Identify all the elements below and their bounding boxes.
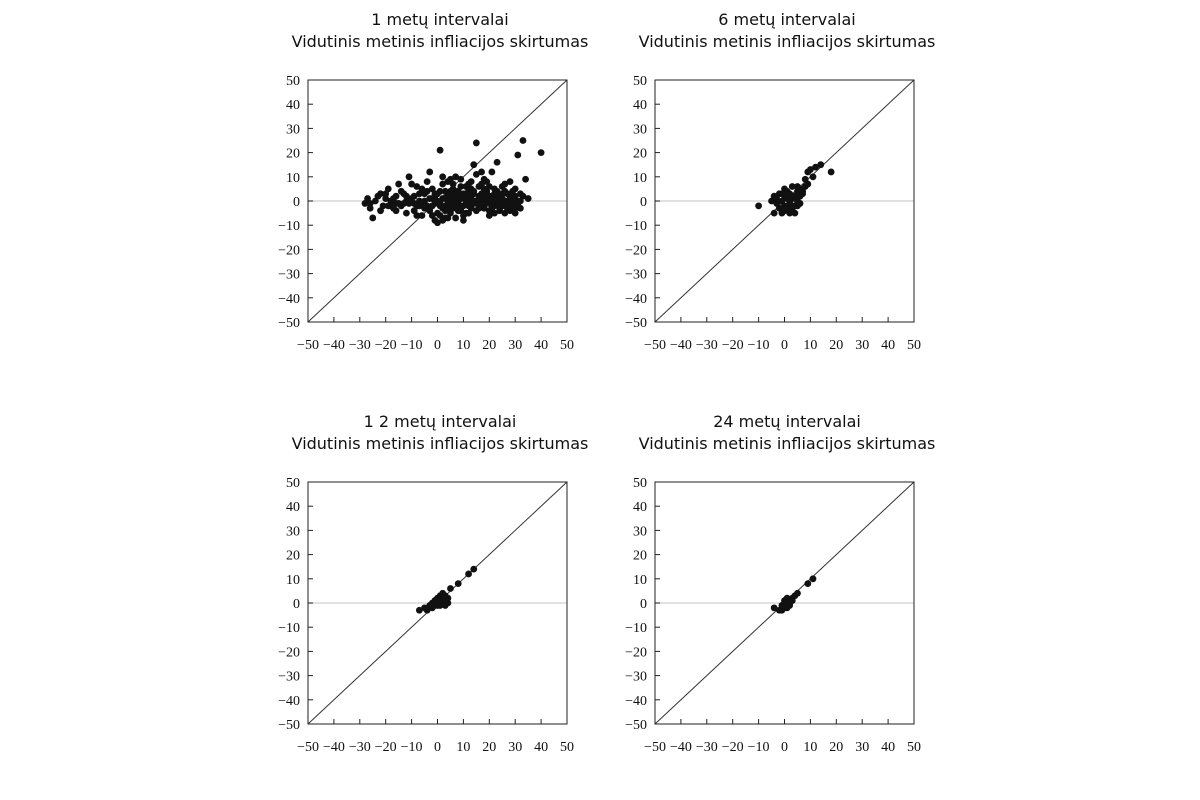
y-tick-label: 50 — [633, 476, 647, 491]
x-tick-label: 30 — [855, 740, 870, 755]
x-tick-label: 10 — [803, 338, 818, 353]
data-point — [434, 190, 441, 197]
data-point — [781, 604, 788, 611]
chart-subtitle: Vidutinis metinis infliacijos skirtumas — [291, 434, 589, 453]
x-tick-label: 30 — [855, 338, 870, 353]
data-point — [460, 217, 467, 224]
data-point — [437, 147, 444, 154]
data-point — [369, 215, 376, 222]
data-point — [406, 173, 413, 180]
data-point — [476, 205, 483, 212]
data-point — [393, 207, 400, 214]
chart-panel-4 — [617, 402, 957, 782]
scatter-plot — [617, 60, 957, 360]
data-point — [465, 210, 472, 217]
data-point — [398, 188, 405, 195]
data-point — [460, 202, 467, 209]
y-tick-label: 40 — [633, 98, 647, 114]
x-tick-label: −30 — [348, 338, 371, 353]
data-point — [786, 210, 793, 217]
x-tick-label: −10 — [747, 338, 770, 353]
chart-subtitle: Vidutinis metinis infliacijos skirtumas — [638, 32, 936, 51]
data-point — [779, 190, 786, 197]
data-point — [810, 575, 817, 582]
data-point — [426, 169, 433, 176]
data-point — [468, 178, 475, 185]
x-tick-label: 50 — [907, 338, 921, 353]
data-point — [794, 202, 801, 209]
data-point — [403, 193, 410, 200]
x-tick-label: 20 — [482, 338, 497, 353]
data-point — [496, 205, 503, 212]
x-tick-label: 10 — [456, 740, 471, 755]
data-point — [434, 219, 441, 226]
x-tick-label: 50 — [907, 740, 921, 755]
x-tick-label: −50 — [297, 740, 319, 755]
x-tick-label: −50 — [644, 338, 666, 353]
data-point — [470, 566, 477, 573]
data-point — [377, 207, 384, 214]
y-tick-label: −40 — [625, 291, 647, 307]
data-point — [501, 181, 508, 188]
y-tick-label: 20 — [633, 548, 647, 564]
data-point — [476, 195, 483, 202]
y-tick-label: −30 — [625, 669, 647, 685]
scatter-plot — [270, 462, 610, 762]
y-tick-label: −50 — [278, 718, 300, 733]
data-point — [817, 161, 824, 168]
y-tick-label: −40 — [278, 693, 300, 709]
y-tick-label: 20 — [286, 146, 300, 162]
data-point — [452, 195, 459, 202]
data-point — [512, 210, 519, 217]
x-tick-label: −40 — [669, 740, 692, 755]
chart-panel-2 — [617, 0, 957, 380]
x-tick-label: −10 — [400, 338, 423, 353]
chart-title: 6 metų intervalai — [718, 10, 856, 29]
data-point — [429, 202, 436, 209]
y-tick-label: 50 — [286, 476, 300, 491]
y-tick-label: 10 — [286, 572, 300, 588]
data-point — [828, 169, 835, 176]
x-tick-label: 30 — [508, 338, 523, 353]
data-point — [771, 210, 778, 217]
x-tick-label: −20 — [721, 338, 744, 353]
y-tick-label: −20 — [278, 645, 300, 661]
y-tick-label: 40 — [633, 500, 647, 516]
data-point — [520, 137, 527, 144]
data-point — [509, 193, 516, 200]
x-tick-label: −20 — [374, 338, 397, 353]
data-point — [522, 176, 529, 183]
data-point — [439, 181, 446, 188]
y-tick-label: 10 — [633, 572, 647, 588]
y-tick-label: 30 — [286, 122, 300, 138]
x-tick-label: 0 — [434, 740, 441, 755]
data-point — [367, 200, 374, 207]
x-tick-label: −20 — [374, 740, 397, 755]
chart-subtitle: Vidutinis metinis infliacijos skirtumas — [291, 32, 589, 51]
data-point — [538, 149, 545, 156]
x-tick-label: 20 — [482, 740, 497, 755]
y-tick-label: 0 — [640, 195, 647, 210]
data-point — [457, 176, 464, 183]
data-point — [755, 202, 762, 209]
y-tick-label: 0 — [640, 597, 647, 612]
x-tick-label: −40 — [322, 338, 345, 353]
scatter-plot — [270, 60, 610, 360]
data-point — [442, 207, 449, 214]
data-point — [514, 152, 521, 159]
y-tick-label: −30 — [625, 267, 647, 283]
y-tick-label: 10 — [286, 170, 300, 186]
data-point — [455, 207, 462, 214]
data-point — [799, 190, 806, 197]
y-tick-label: −30 — [278, 669, 300, 685]
y-tick-label: −20 — [625, 243, 647, 259]
data-point — [442, 595, 449, 602]
data-point — [494, 159, 501, 166]
y-tick-label: 30 — [633, 122, 647, 138]
data-point — [424, 188, 431, 195]
x-tick-label: 20 — [829, 338, 844, 353]
x-tick-label: −30 — [695, 338, 718, 353]
data-point — [437, 202, 444, 209]
chart-panel-3 — [270, 402, 610, 782]
data-point — [450, 186, 457, 193]
x-tick-label: 40 — [881, 338, 896, 353]
data-point — [408, 181, 415, 188]
data-point — [403, 210, 410, 217]
chart-title: 1 2 metų intervalai — [363, 412, 517, 431]
data-point — [442, 195, 449, 202]
data-point — [517, 198, 524, 205]
data-point — [413, 212, 420, 219]
data-point — [424, 178, 431, 185]
x-tick-label: −10 — [747, 740, 770, 755]
data-point — [382, 190, 389, 197]
y-tick-label: 0 — [293, 195, 300, 210]
x-tick-label: −30 — [348, 740, 371, 755]
chart-subtitle: Vidutinis metinis infliacijos skirtumas — [638, 434, 936, 453]
data-point — [452, 215, 459, 222]
data-point — [455, 580, 462, 587]
x-tick-label: −50 — [644, 740, 666, 755]
y-tick-label: −50 — [625, 718, 647, 733]
y-tick-label: 0 — [293, 597, 300, 612]
x-tick-label: −50 — [297, 338, 319, 353]
y-tick-label: 50 — [286, 74, 300, 89]
data-point — [507, 200, 514, 207]
data-point — [444, 215, 451, 222]
data-point — [789, 597, 796, 604]
data-point — [395, 181, 402, 188]
x-tick-label: 50 — [560, 338, 574, 353]
x-tick-label: 40 — [881, 740, 896, 755]
y-tick-label: −30 — [278, 267, 300, 283]
data-point — [393, 200, 400, 207]
y-tick-label: −10 — [625, 219, 647, 235]
y-tick-label: −20 — [625, 645, 647, 661]
x-tick-label: 10 — [803, 740, 818, 755]
x-tick-label: 0 — [781, 740, 788, 755]
x-tick-label: −40 — [322, 740, 345, 755]
scatter-plot — [617, 462, 957, 762]
y-tick-label: −10 — [625, 621, 647, 637]
data-point — [473, 140, 480, 147]
data-point — [794, 590, 801, 597]
y-tick-label: −10 — [278, 621, 300, 637]
y-tick-label: 30 — [633, 524, 647, 540]
data-point — [491, 210, 498, 217]
x-tick-label: −30 — [695, 740, 718, 755]
data-point — [465, 571, 472, 578]
x-tick-label: −40 — [669, 338, 692, 353]
data-point — [488, 169, 495, 176]
data-point — [447, 200, 454, 207]
x-tick-label: 30 — [508, 740, 523, 755]
data-point — [470, 190, 477, 197]
x-tick-label: 0 — [781, 338, 788, 353]
data-point — [501, 188, 508, 195]
data-point — [478, 169, 485, 176]
x-tick-label: 20 — [829, 740, 844, 755]
data-point — [416, 190, 423, 197]
data-point — [439, 173, 446, 180]
x-tick-label: −20 — [721, 740, 744, 755]
y-tick-label: 20 — [286, 548, 300, 564]
data-point — [419, 200, 426, 207]
data-point — [447, 585, 454, 592]
y-tick-label: −10 — [278, 219, 300, 235]
chart-title: 24 metų intervalai — [713, 412, 861, 431]
y-tick-label: −40 — [625, 693, 647, 709]
y-tick-label: −50 — [278, 316, 300, 331]
y-tick-label: 20 — [633, 146, 647, 162]
data-point — [463, 195, 470, 202]
y-tick-label: 10 — [633, 170, 647, 186]
data-point — [496, 193, 503, 200]
y-tick-label: −20 — [278, 243, 300, 259]
y-tick-label: 50 — [633, 74, 647, 89]
chart-title: 1 metų intervalai — [371, 10, 509, 29]
data-point — [429, 212, 436, 219]
y-tick-label: 40 — [286, 500, 300, 516]
data-point — [810, 173, 817, 180]
x-tick-label: 40 — [534, 338, 549, 353]
x-tick-label: −10 — [400, 740, 423, 755]
y-tick-label: 30 — [286, 524, 300, 540]
data-point — [802, 176, 809, 183]
data-point — [385, 202, 392, 209]
data-point — [400, 200, 407, 207]
y-tick-label: −50 — [625, 316, 647, 331]
data-point — [470, 161, 477, 168]
data-point — [481, 186, 488, 193]
chart-panel-1 — [270, 0, 610, 380]
x-tick-label: 50 — [560, 740, 574, 755]
x-tick-label: 0 — [434, 338, 441, 353]
y-tick-label: −40 — [278, 291, 300, 307]
y-tick-label: 40 — [286, 98, 300, 114]
x-tick-label: 40 — [534, 740, 549, 755]
data-point — [804, 580, 811, 587]
x-tick-label: 10 — [456, 338, 471, 353]
